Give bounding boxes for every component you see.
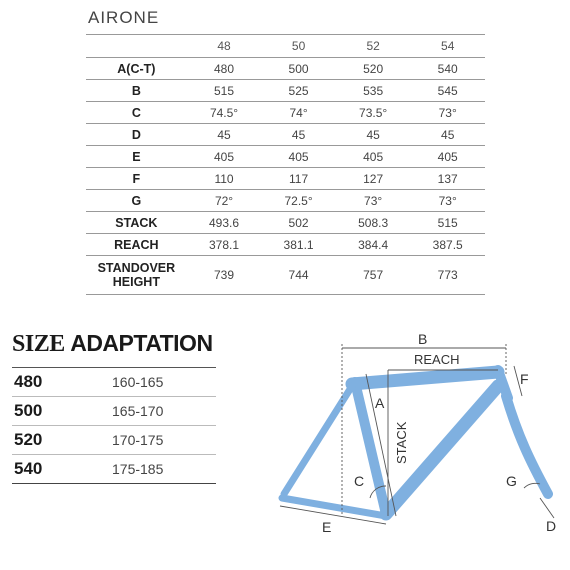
cell-value: 508.3 [336, 212, 411, 234]
table-row [86, 124, 485, 146]
cell-value: 73° [410, 190, 485, 212]
frame-geometry-diagram [268, 326, 568, 566]
list-item [12, 455, 216, 484]
cell-value: 480 [187, 58, 262, 80]
cell-value: 515 [187, 80, 262, 102]
table-row [86, 102, 485, 124]
table-header-row [86, 35, 485, 58]
label-e: E [322, 519, 332, 535]
cell-value: 127 [336, 168, 411, 190]
cell-value: 387.5 [410, 234, 485, 256]
cell-value: 45 [336, 124, 411, 146]
list-item [12, 426, 216, 455]
model-title: AIRONE [88, 8, 160, 27]
row-label-line1: STANDOVER [97, 261, 176, 275]
frame-size: 500 [12, 397, 112, 426]
cell-value: 525 [261, 80, 336, 102]
d-offset-line [540, 498, 554, 518]
cell-value: 515 [410, 212, 485, 234]
cell-value: 773 [410, 256, 485, 295]
row-label: F [86, 168, 187, 190]
cell-value: 545 [410, 80, 485, 102]
frame-size: 520 [12, 426, 112, 455]
cell-value: 378.1 [187, 234, 262, 256]
cell-value: 110 [187, 168, 262, 190]
cell-value: 405 [187, 146, 262, 168]
rider-height-range: 165-170 [112, 397, 216, 426]
label-reach: REACH [414, 352, 460, 367]
cell-value: 45 [410, 124, 485, 146]
rider-height-range: 160-165 [112, 368, 216, 397]
cell-value: 72° [187, 190, 262, 212]
cell-value: 384.4 [336, 234, 411, 256]
row-label: E [86, 146, 187, 168]
list-item [12, 368, 216, 397]
label-d: D [546, 518, 557, 534]
size-header: 50 [261, 35, 336, 58]
frame-size: 480 [12, 368, 112, 397]
header-blank [86, 35, 187, 58]
table-row [86, 168, 485, 190]
row-label: C [86, 102, 187, 124]
chainstay [282, 498, 386, 516]
top-tube [352, 372, 498, 384]
cell-value: 739 [187, 256, 262, 295]
table-row [86, 212, 485, 234]
list-item [12, 397, 216, 426]
cell-value: 405 [261, 146, 336, 168]
cell-value: 540 [410, 58, 485, 80]
cell-value: 137 [410, 168, 485, 190]
size-adaptation-title-b: ADAPTATION [70, 330, 213, 356]
label-c: C [354, 473, 365, 489]
cell-value: 72.5° [261, 190, 336, 212]
cell-value: 502 [261, 212, 336, 234]
frame-tubes [282, 370, 548, 516]
geometry-table [86, 34, 485, 295]
table-row [86, 58, 485, 80]
table-row [86, 256, 485, 295]
label-stack: STACK [394, 421, 409, 464]
cell-value: 73° [410, 102, 485, 124]
label-f: F [520, 371, 529, 387]
table-row [86, 190, 485, 212]
cell-value: 73.5° [336, 102, 411, 124]
cell-value: 405 [336, 146, 411, 168]
table-row [86, 234, 485, 256]
table-row [86, 146, 485, 168]
cell-value: 744 [261, 256, 336, 295]
cell-value: 73° [336, 190, 411, 212]
table-row [86, 80, 485, 102]
row-label-line2: HEIGHT [112, 275, 160, 289]
cell-value: 520 [336, 58, 411, 80]
row-label: G [86, 190, 187, 212]
cell-value: 535 [336, 80, 411, 102]
cell-value: 74.5° [187, 102, 262, 124]
size-header: 52 [336, 35, 411, 58]
cell-value: 405 [410, 146, 485, 168]
cell-value: 493.6 [187, 212, 262, 234]
label-a: A [375, 395, 385, 411]
size-adaptation-title [12, 330, 213, 358]
rider-height-range: 170-175 [112, 426, 216, 455]
row-label: A(C-T) [86, 58, 187, 80]
rider-height-range: 175-185 [112, 455, 216, 484]
size-adaptation-title-a: SIZE [12, 331, 65, 357]
row-label: STACK [86, 212, 187, 234]
cell-value: 500 [261, 58, 336, 80]
cell-value: 45 [187, 124, 262, 146]
cell-value: 117 [261, 168, 336, 190]
cell-value: 757 [336, 256, 411, 295]
size-header: 54 [410, 35, 485, 58]
size-header: 48 [187, 35, 262, 58]
label-g: G [506, 473, 517, 489]
cell-value: 74° [261, 102, 336, 124]
row-label: B [86, 80, 187, 102]
row-label: REACH [86, 234, 187, 256]
row-label: D [86, 124, 187, 146]
frame-size: 540 [12, 455, 112, 484]
cell-value: 45 [261, 124, 336, 146]
size-adaptation-table [12, 367, 216, 484]
row-label [86, 256, 187, 295]
label-b: B [418, 331, 428, 347]
cell-value: 381.1 [261, 234, 336, 256]
